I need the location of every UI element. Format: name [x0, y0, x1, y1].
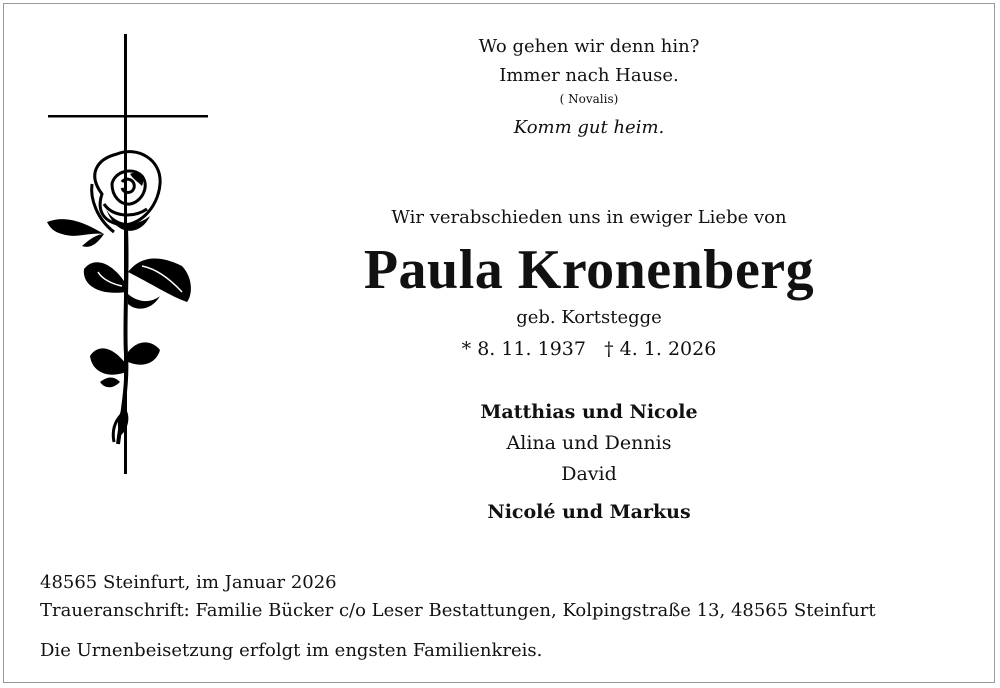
- intro-text: Wir verabschieden uns in ewiger Liebe von: [391, 207, 787, 228]
- birth-name: geb. Kortstegge: [516, 307, 662, 328]
- family-member: David: [561, 463, 617, 485]
- poem-line-1: Wo gehen wir denn hin?: [478, 36, 700, 57]
- burial-note: Die Urnenbeisetzung erfolgt im engsten Familienkreis.: [40, 640, 543, 661]
- cross-with-rose-icon: [42, 34, 212, 479]
- poem-closing: Komm gut heim.: [513, 117, 665, 138]
- life-dates: * 8. 11. 1937 † 4. 1. 2026: [461, 338, 717, 360]
- family-member: Nicolé und Markus: [487, 501, 691, 523]
- mourning-address: Traueranschrift: Familie Bücker c/o Leser Bestattungen, Kolpingstraße 13, 48565 Steinfurt: [40, 600, 876, 621]
- poem-author: ( Novalis): [559, 92, 619, 106]
- poem-line-2: Immer nach Hause.: [499, 65, 679, 86]
- obituary-frame: [3, 3, 995, 683]
- place-date: 48565 Steinfurt, im Januar 2026: [40, 572, 337, 593]
- family-member: Matthias und Nicole: [480, 401, 698, 423]
- deceased-name: Paula Kronenberg: [363, 239, 815, 301]
- family-member: Alina und Dennis: [506, 432, 672, 454]
